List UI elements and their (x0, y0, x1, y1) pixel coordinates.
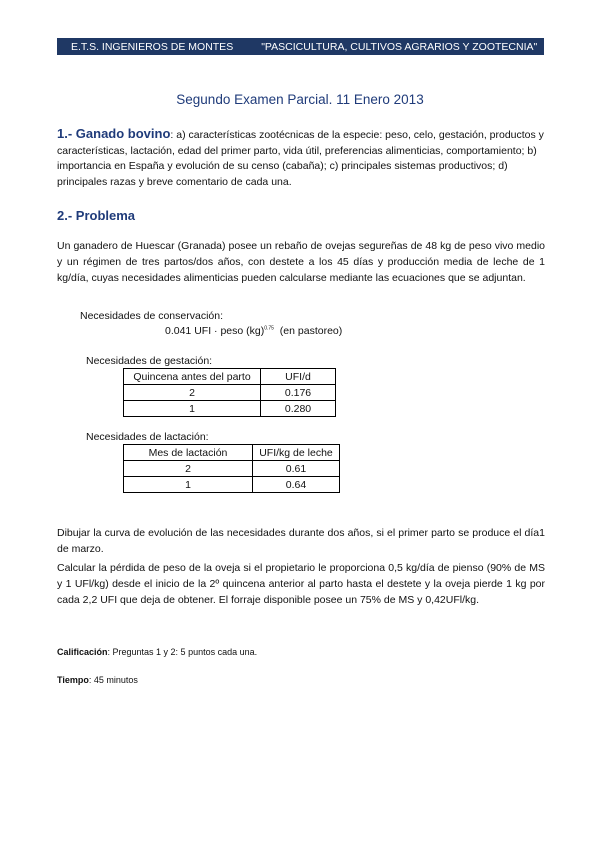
table-cell: 1 (124, 477, 253, 493)
header-bar (57, 38, 544, 55)
table-header-cell: UFI/kg de leche (253, 445, 340, 461)
conservation-exponent: 0.75 (264, 325, 274, 332)
lactation-label: Necesidades de lactación: (86, 431, 209, 443)
time-limit (57, 675, 138, 685)
table-cell: 0.280 (261, 401, 336, 417)
question-1 (57, 126, 545, 190)
table-cell: 1 (124, 401, 261, 417)
table-cell: 0.61 (253, 461, 340, 477)
table-row (124, 385, 336, 401)
table-cell: 0.176 (261, 385, 336, 401)
header-school: E.T.S. INGENIEROS DE MONTES (71, 40, 234, 53)
table-header-cell: Quincena antes del parto (124, 369, 261, 385)
table-header-row (124, 445, 340, 461)
question-2-title: 2.- Problema (57, 208, 136, 223)
task-1: Dibujar la curva de evolución de las necesidades durante dos años, si el primer parto se produce el día1 de marzo. (57, 527, 545, 555)
table-cell: 0.64 (253, 477, 340, 493)
grading-text: : Preguntas 1 y 2: 5 puntos cada una. (107, 647, 258, 657)
time-label: Tiempo (57, 675, 89, 685)
table-row (124, 401, 336, 417)
grading (57, 647, 257, 657)
table-header-cell: Mes de lactación (124, 445, 253, 461)
table-cell: 2 (124, 461, 253, 477)
table-cell: 2 (124, 385, 261, 401)
conservation-formula-text: 0.041 UFI · peso (kg) (165, 325, 265, 337)
conservation-label: Necesidades de conservación: (80, 310, 224, 322)
time-text: : 45 minutos (88, 675, 138, 685)
question-1-title: 1.- Ganado bovino (57, 126, 171, 141)
exam-title: Segundo Examen Parcial. 11 Enero 2013 (176, 92, 424, 107)
table-header-cell: UFI/d (261, 369, 336, 385)
table-row (124, 461, 340, 477)
table-row (124, 477, 340, 493)
header-course: "PASCICULTURA, CULTIVOS AGRARIOS Y ZOOTECNIA" (261, 40, 538, 53)
lactation-table (123, 444, 340, 493)
task-2: Calcular la pérdida de peso de la oveja si el propietario le proporciona 0,5 kg/día de pienso (90% de MS y 1 UFl/kg) desde el inicio de la 2º quincena anterior al parto hasta el destete y la oveja pierde 1 kg por cada 2,2 UFI que deja de obtener. El forraje disponible posee un 75% de MS y 0,42UFl/kg. (57, 562, 545, 606)
problem-intro: Un ganadero de Huescar (Granada) posee un rebaño de ovejas segureñas de 48 kg de peso vivo medio y un régimen de tres partos/dos años, con destete a los 45 días y producción media de leche de 1 kg/día, cuyas necesidades alimenticias pueden calcularse mediante las ecuaciones que se adjuntan. (57, 240, 545, 284)
conservation-formula (165, 325, 342, 337)
gestation-table (123, 368, 336, 417)
conservation-note: (en pastoreo) (279, 325, 343, 337)
question-1-text: : a) características zootécnicas de la especie: peso, celo, gestación, productos y características, lactación, edad del primer parto, vida útil, preferencias alimenticias, comportamiento; b) importancia en España y evolución de su censo (cabaña); c) principales sistemas productivos; d) principales razas y breve comentario de cada una. (57, 129, 544, 188)
grading-label: Calificación (57, 647, 108, 657)
table-header-row (124, 369, 336, 385)
gestation-label: Necesidades de gestación: (86, 355, 213, 367)
